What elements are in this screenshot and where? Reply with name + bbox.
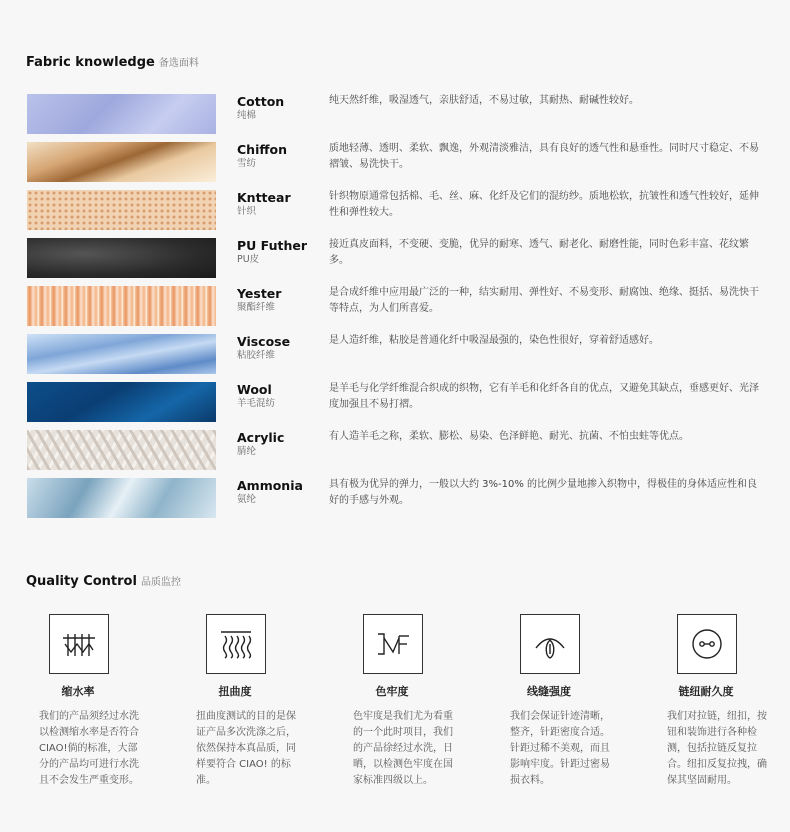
qc-item-twist: [192, 614, 300, 786]
fabric-name-zh: 纯棉: [237, 110, 257, 121]
fabric-name-zh: 针织: [237, 206, 257, 217]
chiffon-swatch-image: [27, 142, 216, 182]
fabric-name: PU Futher: [237, 238, 307, 253]
fabric-name-zh: 雪纺: [237, 158, 257, 169]
knit-swatch-image: [27, 190, 216, 230]
fabric-name: Yester: [237, 286, 282, 301]
qc-name: 色牢度: [375, 685, 409, 698]
fabric-description: 是人造纤维，粘胶是普通化纤中吸湿最强的，染色性很好，穿着舒适感好。: [329, 335, 659, 346]
qc-item-colorfastness: [349, 614, 457, 786]
shrinkage-icon: [49, 614, 109, 674]
cotton-swatch-image: [27, 94, 216, 134]
qc-name: 链纽耐久度: [678, 685, 734, 698]
fabric-name: Knttear: [237, 190, 291, 205]
fabric-description: 有人造羊毛之称，柔软、膨松、易染、色泽鲜艳、耐光、抗菌、不怕虫蛀等优点。: [329, 431, 689, 442]
fabric-name: Viscose: [237, 334, 291, 349]
qc-description: 我们会保证针迹清晰，整齐，针距密度合适。针距过稀不美观，而且影响牢度。针距过密易损衣料。: [510, 711, 610, 786]
qc-name: 线缝强度: [527, 685, 571, 698]
fabric-name: Chiffon: [237, 142, 287, 157]
fabric-name-zh: 羊毛混纺: [237, 398, 276, 409]
fabric-name-zh: PU皮: [237, 254, 260, 265]
fabric-row-pu: [27, 238, 767, 278]
fabric-name-zh: 聚酯纤维: [237, 302, 276, 313]
fabric-description: 质地轻薄、透明、柔软、飘逸，外观清淡雅洁，具有良好的透气性和悬垂性。同时尺寸稳定、不易褶皱、易洗快干。: [329, 143, 759, 170]
fabric-description: 纯天然纤维，吸湿透气，亲肤舒适，不易过敏，其耐热、耐碱性较好。: [329, 95, 639, 106]
fabric-name-zh: 粘胶纤维: [237, 350, 276, 361]
fabric-name: Ammonia: [237, 478, 303, 493]
fabric-row-knit: [27, 190, 767, 230]
polyester-swatch-image: [27, 286, 216, 326]
viscose-swatch-image: [27, 334, 216, 374]
fabric-row-ammonia: [27, 478, 767, 518]
fabric-title-en: Fabric knowledge: [26, 55, 155, 70]
twist-icon: [206, 614, 266, 674]
fabric-name: Wool: [237, 382, 272, 397]
fabric-row-acrylic: [27, 430, 767, 470]
wool-swatch-image: [27, 382, 216, 422]
fabric-description: 接近真皮面料，不变硬、变脆，优异的耐寒、透气、耐老化、耐磨性能，同时色彩丰富、花纹繁多。: [329, 239, 749, 266]
qc-description: 色牢度是我们尤为看重的一个此时项目，我们的产品徐经过水洗，日晒，以检测色牢度在国家标准四级以上。: [353, 711, 453, 786]
qc-item-zipper-durability: [663, 614, 771, 786]
fabric-description: 针织物原通常包括棉、毛、丝、麻、化纤及它们的混纺纱。质地松软，抗皱性和透气性较好，延伸性和弹性较大。: [329, 191, 759, 218]
qc-name: 缩水率: [61, 685, 95, 698]
qc-description: 我们对拉链，纽扣，按钮和装饰进行各种检测，包括拉链反复拉合。纽扣反复拉拽，确保其坚固耐用。: [667, 711, 767, 786]
fabric-row-cotton: [27, 94, 767, 134]
fabric-name-zh: 腈纶: [237, 446, 257, 457]
colorfastness-icon: [363, 614, 423, 674]
qc-section-title: [26, 573, 181, 589]
qc-item-seam-strength: [506, 614, 614, 786]
qc-name: 扭曲度: [218, 685, 252, 698]
seam-strength-icon: [520, 614, 580, 674]
fabric-section-title: [26, 54, 199, 70]
fabric-name: Acrylic: [237, 430, 285, 445]
fabric-row-viscose: [27, 334, 767, 374]
fabric-title-zh: 备选面料: [158, 58, 199, 69]
acrylic-swatch-image: [27, 430, 216, 470]
qc-description: 我们的产品须经过水洗以检测缩水率是否符合CIAO!倘的标准，大部分的产品均可进行水洗且不会发生严重变形。: [39, 711, 139, 786]
qc-title-zh: 品质监控: [140, 577, 181, 588]
fabric-row-chiffon: [27, 142, 767, 182]
fabric-description: 具有极为优异的弹力，一般以大约 3%-10% 的比例少量地掺入织物中，得极佳的身体适应性和良好的手感与外观。: [329, 479, 758, 506]
qc-title-en: Quality Control: [26, 574, 137, 589]
fabric-row-wool: [27, 382, 767, 422]
fabric-row-yester: [27, 286, 767, 326]
spandex-swatch-image: [27, 478, 216, 518]
fabric-name-zh: 氨纶: [237, 494, 257, 505]
fabric-description: 是羊毛与化学纤维混合织成的织物，它有羊毛和化纤各自的优点，又避免其缺点，垂感更好、光泽度加强且不易打褶。: [329, 383, 759, 410]
qc-item-shrinkage: [35, 614, 143, 786]
zipper-durability-icon: [677, 614, 737, 674]
pu-leather-swatch-image: [27, 238, 216, 278]
qc-description: 扭曲度测试的目的是保证产品多次洗涤之后，依然保持本真品质，同样要符合 CIAO! 的标准。: [196, 711, 296, 786]
fabric-description: 是合成纤维中应用最广泛的一种，结实耐用、弹性好、不易变形、耐腐蚀、绝缘、挺括、易洗快干等特点，为人们所喜爱。: [329, 287, 759, 314]
fabric-name: Cotton: [237, 94, 285, 109]
